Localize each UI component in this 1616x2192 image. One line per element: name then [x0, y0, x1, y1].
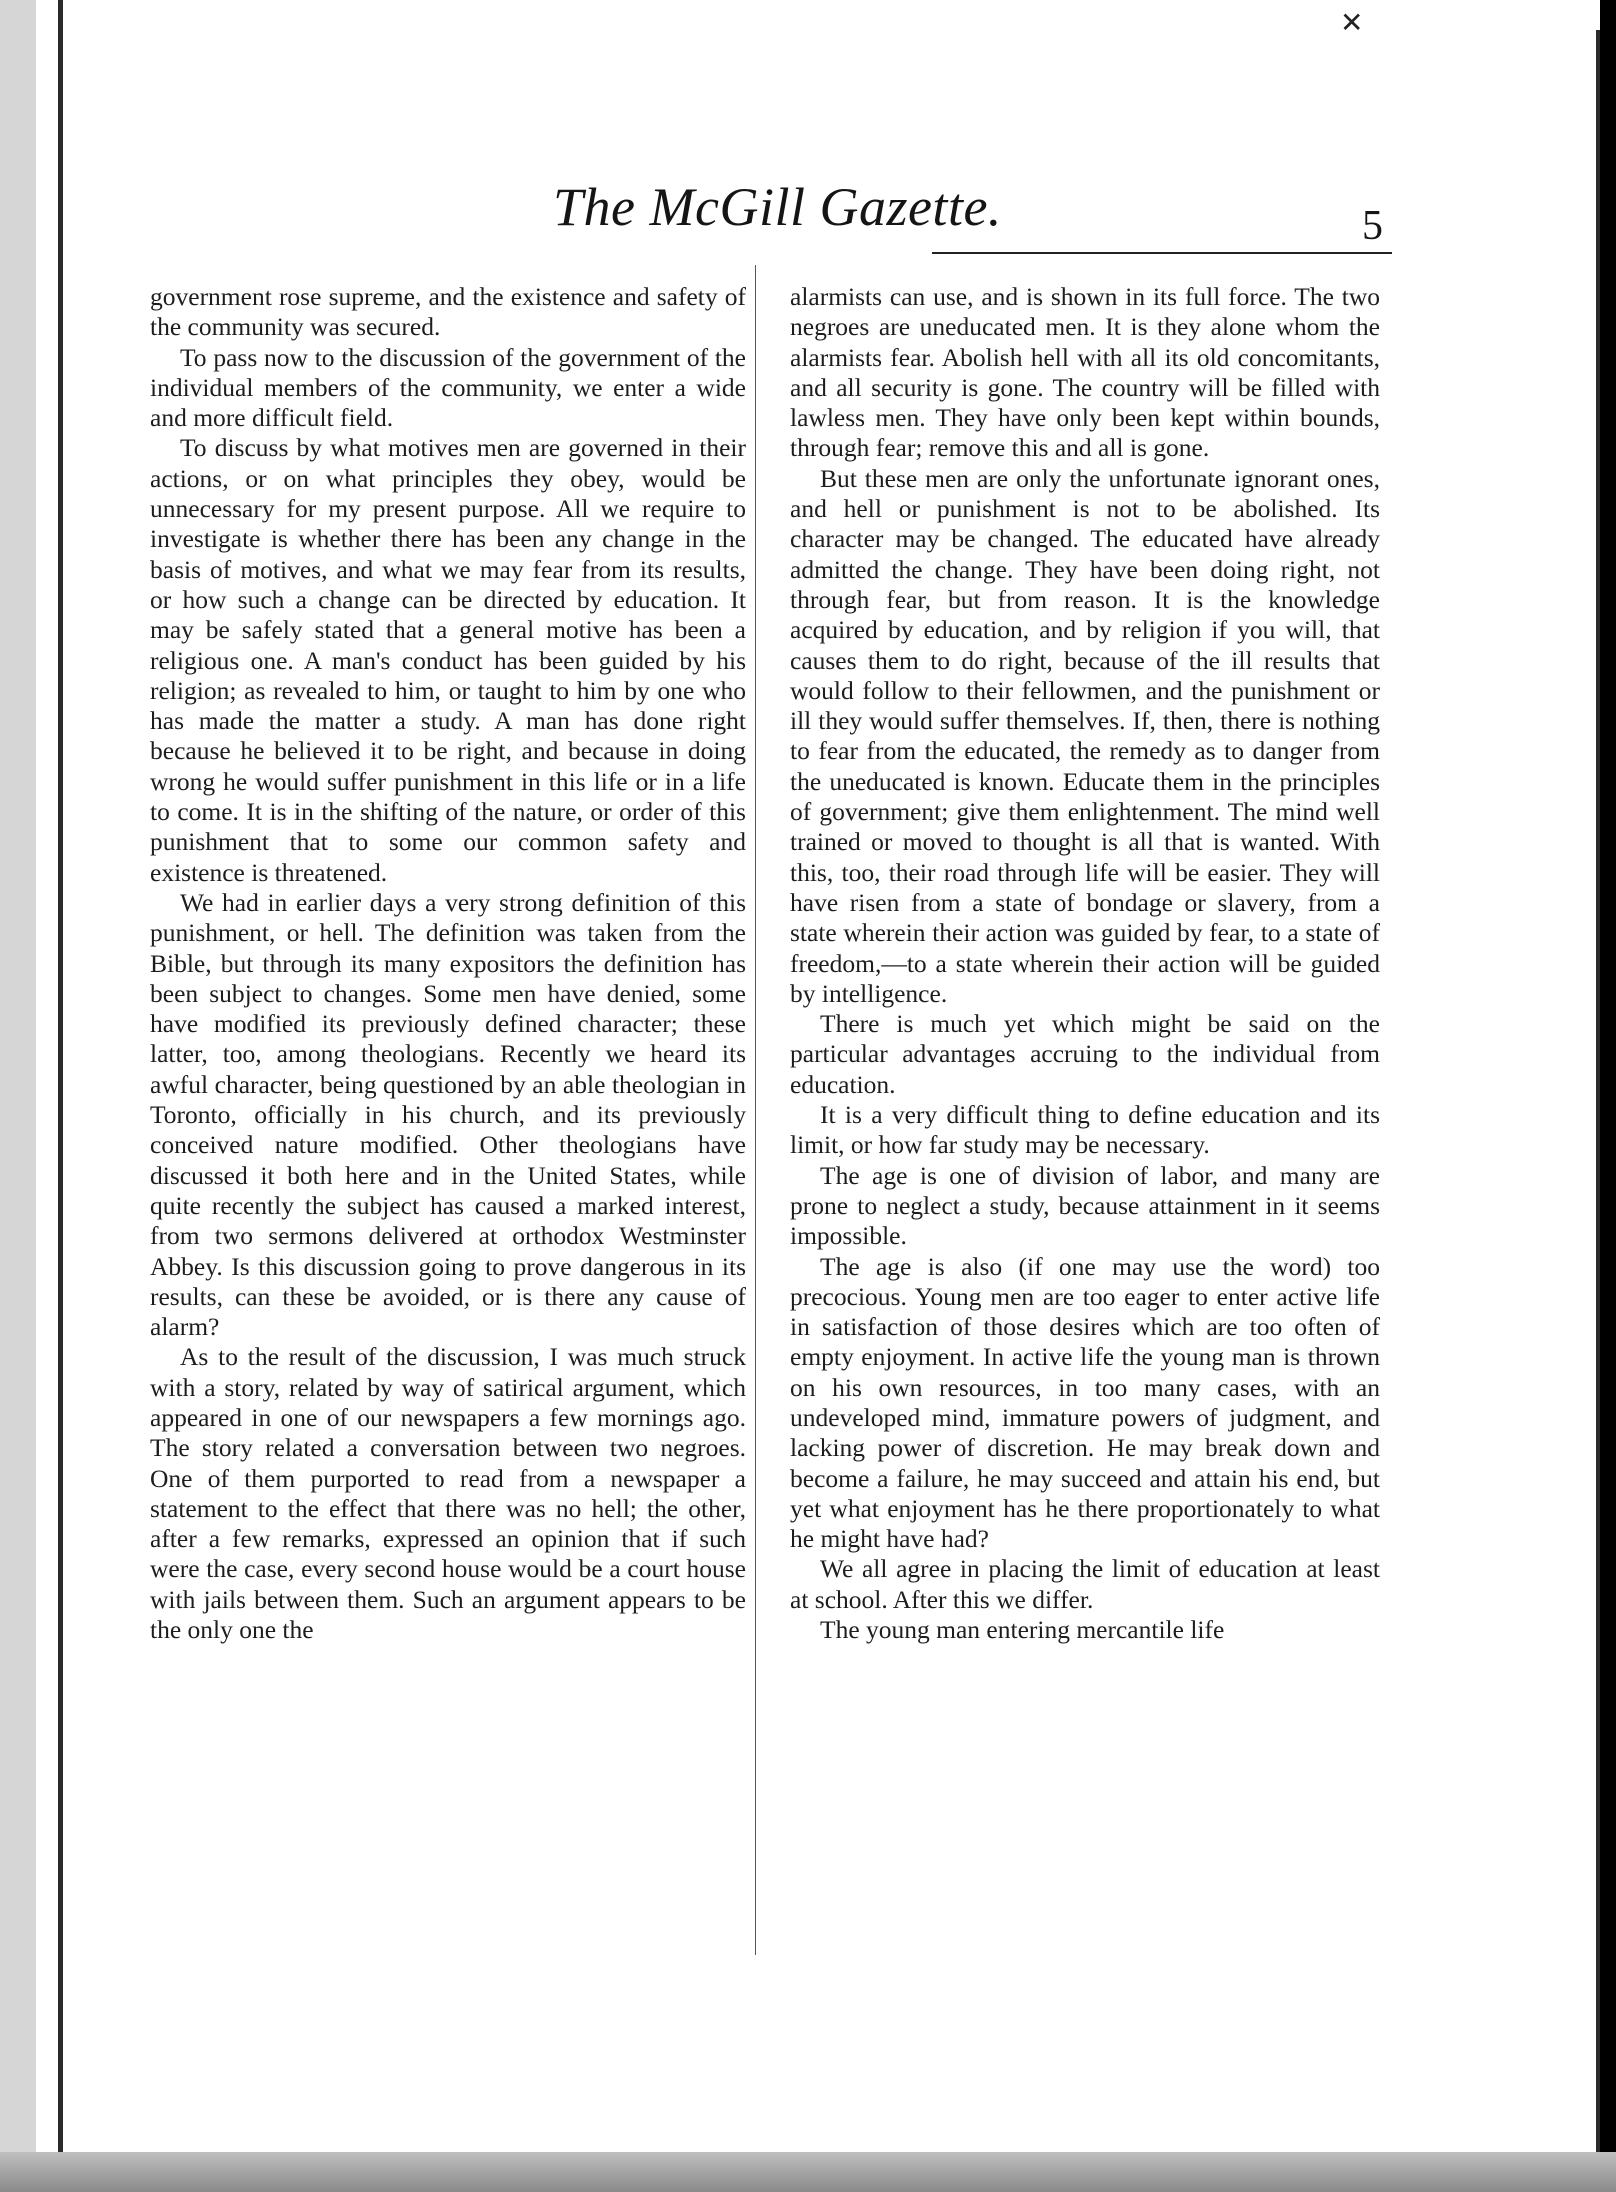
scan-border-left — [0, 0, 36, 2192]
paragraph: We all agree in placing the limit of education at least at school. After this we differ. — [790, 1554, 1380, 1614]
paragraph: It is a very difficult thing to define education and its limit, or how far study may be necessary. — [790, 1100, 1380, 1160]
column-divider — [755, 265, 756, 1955]
left-column — [150, 282, 746, 1645]
page-edge-left — [58, 0, 63, 2192]
scan-border-right — [1600, 0, 1616, 2192]
paragraph: The young man entering mercantile life — [820, 1615, 1225, 1645]
page-title: The McGill Gazette. — [553, 177, 1002, 237]
paragraph: To pass now to the discussion of the government of the individual members of the community, we enter a wide and more difficult field. — [150, 342, 746, 433]
page-number: 5 — [1362, 203, 1383, 249]
paragraph: We had in earlier days a very strong definition of this punishment, or hell. The definition was taken from the Bible, but through its many expositors the definition has been subject to changes. Some men have denied, some have modified its previously defined character; these latter, too, among theologians. Recently we heard its awful character, being questioned by an able theologian in Toronto, officially in his church, and its previously conceived nature modified. Other theologians have discussed it both here and in the United States, while quite recently the subject has caused a marked interest, from two sermons delivered at orthodox Westminster Abbey. Is this discussion going to prove dangerous in its results, can these be avoided, or is there any cause of alarm? — [150, 887, 746, 1342]
right-column — [790, 282, 1380, 1645]
paragraph: To discuss by what motives men are governed in their actions, or on what principles they obey, would be unnecessary for my present purpose. All we require to investigate is whether there has been any change in the basis of motives, and what we may fear from its results, or how such a change can be directed by education. It may be safely stated that a general motive has been a religious one. A man's conduct has been guided by his religion; as revealed to him, or taught to him by one who has made the matter a study. A man has done right because he believed it to be right, and because in doing wrong he would suffer punishment in this life or in a life to come. It is in the shifting of the nature, or order of this punishment that to some our common safety and existence is threatened. — [150, 433, 746, 887]
paragraph: The age is also (if one may use the word) too precocious. Young men are too eager to enter active life in satisfaction of those desires which are too often of empty enjoyment. In active life the young man is thrown on his own resources, in too many cases, with an undeveloped mind, immature powers of judgment, and lacking power of discretion. He may break down and become a failure, he may succeed and attain his end, but yet what enjoyment has he there proportionately to what he might have had? — [790, 1251, 1380, 1554]
paragraph: The age is one of division of labor, and many are prone to neglect a study, because attainment in it seems impossible. — [790, 1160, 1380, 1251]
paragraph: But these men are only the unfortunate ignorant ones, and hell or punishment is not to be abolished. Its character may be changed. The educated have already admitted the change. They have been doing right, not through fear, but from reason. It is the knowledge acquired by education, and by religion if you will, that causes them to do right, because of the ill results that would follow to their fellowmen, and the punishment or ill they would suffer themselves. If, then, there is nothing to fear from the educated, the remedy as to danger from the uneducated is known. Educate them in the principles of government; give them enlightenment. The mind well trained or moved to thought is all that is wanted. With this, too, their road through life will be easier. They will have risen from a state of bondage or slavery, from a state wherein their action was guided by fear, to a state of freedom,—to a state wherein their action will be guided by intelligence. — [790, 463, 1380, 1008]
paragraph: As to the result of the discussion, I was much struck with a story, related by way of satirical argument, which appeared in one of our newspapers a few mornings ago. The story related a conversation between two negroes. One of them purported to read from a newspaper a statement to the effect that there was no hell; the other, after a few remarks, expressed an opinion that if such were the case, every second house would be a court house with jails between them. Such an argument appears to be the only one the — [150, 1342, 746, 1645]
header-rule — [932, 252, 1392, 254]
paragraph: alarmists can use, and is shown in its full force. The two negroes are uneducated men. It is they alone whom the alarmists fear. Abolish hell with all its old concomitants, and all security is gone. The country will be filled with lawless men. They have only been kept within bounds, through fear; remove this and all is gone. — [790, 282, 1380, 463]
scan-border-bottom — [0, 2152, 1616, 2192]
paragraph: There is much yet which might be said on the particular advantages accruing to the individual from education. — [790, 1009, 1380, 1099]
scan-speck-mark: ✕ — [1340, 8, 1364, 39]
paragraph: government rose supreme, and the existence and safety of the community was secured. — [150, 282, 746, 342]
